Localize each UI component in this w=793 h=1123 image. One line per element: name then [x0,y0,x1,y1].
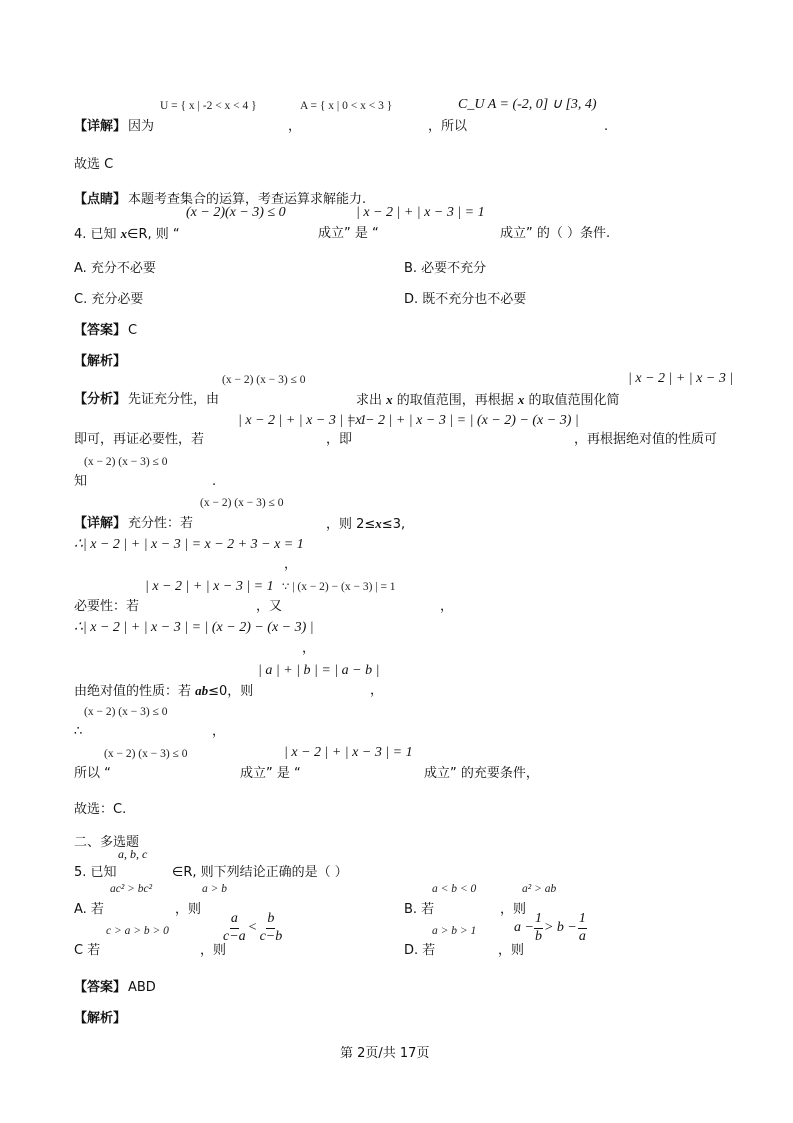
q5-answer: ABD [128,980,156,995]
q5-c-math-1: c > a > b > 0 [106,925,169,937]
therefore-sign: ∴ [74,724,83,739]
q5-option-b-label: B. 若 [404,902,435,917]
math-complement: C_U A = (-2, 0] ∪ [3, 4) [458,97,597,112]
therefore-math: (x − 2) (x − 3) ≤ 0 [84,706,168,718]
q4-cond2: | x − 2 | + | x − 3 | = 1 [356,205,485,220]
q5-a-math-2: a > b [202,883,228,895]
q5-d-frac-1: $\frac{1}{b}$ [534,911,542,944]
q4-option-c: C. 充分必要 [74,292,144,307]
fx-text-1: 先证充分性，由 [128,392,220,407]
q5-b-math-1: a < b < 0 [432,883,477,895]
so-math-1: (x − 2) (x − 3) ≤ 0 [104,748,188,760]
q5-c-frac-1: $\frac{a}{c-a}$ [223,911,246,944]
fx-math-3: | x − 2 | + | x − 3 | = 1 [238,413,367,428]
fx-line2-a: 即可，再证必要性，若 [74,432,205,447]
section-title: 二、多选题 [74,835,140,850]
q5-option-a-label: A. 若 [74,902,104,917]
q4-stem-c: 成立” 是 “ [318,226,379,241]
q5-option-c-inequality: $\frac{a}{c-a}$ < $\frac{b}{c-b}$ [223,911,283,944]
q4-analysis-tag: 【解析】 [74,354,127,369]
nec-text-b: ，又 [256,599,283,614]
det-math-2: | x − 2 | + | x − 3 | = 1 [145,579,274,594]
q5-b-math-2: a² > ab [522,883,557,895]
q4-stem-d: 成立” 的（ ）条件. [500,226,611,241]
q4-answer-tag: 【答案】 [74,323,127,338]
q5-option-d-label: D. 若 [404,943,436,958]
abs-math: | a | + | b | = | a − b | [258,663,380,678]
comment-tag: 【点睛】 [74,192,127,207]
q5-option-c-mid: ，则 [200,943,227,958]
q5-d-frac-2: $\frac{1}{a}$ [578,911,586,944]
det-comma-1: ， [284,557,298,572]
fx-line2-b: ，即 [326,432,353,447]
det-tag: 【详解】 [74,516,127,531]
q5-option-b-mid: ，则 [500,902,527,917]
q5-option-d-inequality: a − $\frac{1}{b}$ > b − $\frac{1}{a}$ [514,911,586,944]
so-text-c: 成立” 的充要条件， [424,766,539,781]
det-math-3: ∵ | (x − 2) − (x − 3) | = 1 [282,581,396,593]
detail-text: 因为 [128,119,155,134]
q5-a-math-1: ac² > bc² [110,883,153,895]
fx-math-2: | x − 2 | + | x − 3 | [628,371,734,386]
page-footer: 第 2页/共 17页 [340,1046,430,1061]
fx-line3-b: . [212,474,217,489]
choose-c: 故选 C [74,157,114,172]
abs-text: 由绝对值的性质：若 ab≤0，则 [74,683,254,699]
detail-comma: ， [288,119,302,134]
so-math-2: | x − 2 | + | x − 3 | = 1 [284,745,413,760]
q4-option-d: D. 既不充分也不必要 [404,292,527,307]
q5-d-math-1: a > b > 1 [432,925,477,937]
q4-cond1: (x − 2)(x − 3) ≤ 0 [186,205,286,220]
q5-stem-b: ∈R, 则下列结论正确的是（ ） [172,865,348,880]
fx-math-1: (x − 2) (x − 3) ≤ 0 [222,374,306,386]
q5-option-d-mid: ，则 [498,943,525,958]
fx-tag: 【分析】 [74,392,127,407]
fx-math-4: | x − 2 | + | x − 3 | = | (x − 2) − (x − 3) | [348,413,579,428]
nec-line: ∴| x − 2 | + | x − 3 | = | (x − 2) − (x − 3) | [74,620,314,635]
q4-choose: 故选：C. [74,802,127,817]
fx-math-5: (x − 2) (x − 3) ≤ 0 [84,456,168,468]
q4-stem-a: 4. 已知 x∈R, 则 “ [74,226,180,242]
nec-text-c: ， [440,599,454,614]
comment-text: 本题考查集合的运算，考查运算求解能力. [128,192,367,207]
q5-vars: a, b, c [118,847,148,861]
math-set-a: A = { x | 0 < x < 3 } [300,100,393,112]
q5-stem-a: 5. 已知 [74,865,117,880]
det-math-1: (x − 2) (x − 3) ≤ 0 [200,497,284,509]
nec-text-a: 必要性：若 [74,599,140,614]
q5-c-frac-2: $\frac{b}{c-b}$ [259,911,283,944]
q5-answer-tag: 【答案】 [74,980,127,995]
math-set-u: U = { x | -2 < x < 4 } [160,100,257,112]
so-text-a: 所以 “ [74,766,111,781]
detail-period: . [604,119,609,134]
q4-option-a: A. 充分不必要 [74,261,156,276]
q5-analysis-tag: 【解析】 [74,1011,127,1026]
nec-comma: ， [302,641,316,656]
det-text-2: ，则 2≤x≤3, [326,516,406,532]
q4-answer: C [128,323,138,338]
fx-line2-c: ，再根据绝对值的性质可 [574,432,718,447]
fx-line3-a: 知 [74,474,88,489]
det-line-2: ∴| x − 2 | + | x − 3 | = x − 2 + 3 − x = 1 [74,537,304,552]
det-text-1: 充分性：若 [128,516,194,531]
q5-option-a-mid: ，则 [175,902,202,917]
fx-text-2: 求出 x 的取值范围，再根据 x 的取值范围化简 [356,392,620,408]
therefore-comma: ， [212,724,226,739]
detail-suoyi: ，所以 [428,119,468,134]
detail-tag: 【详解】 [74,119,127,134]
so-text-b: 成立” 是 “ [240,766,301,781]
abs-comma: ， [370,683,384,698]
q4-option-b: B. 必要不充分 [404,261,487,276]
q5-option-c-label: C 若 [74,943,101,958]
